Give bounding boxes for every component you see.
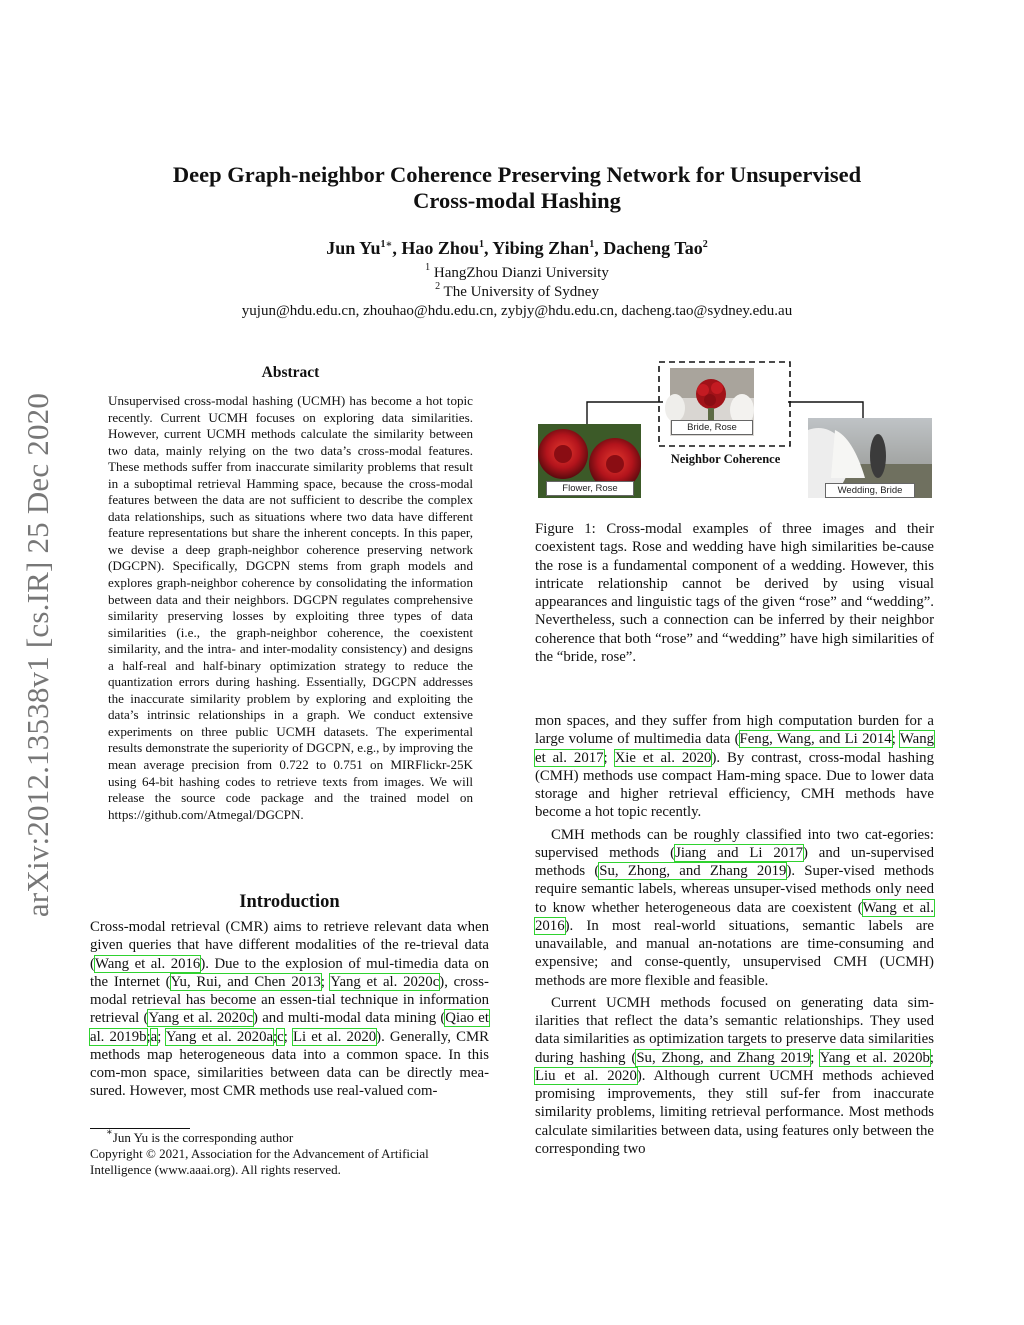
text-run: ; [929,1049,934,1066]
text-run: ; [146,1028,151,1045]
citation-link[interactable]: c [277,1028,284,1045]
text-run: ). Due to the explosion of mul-timedia data on the Internet ( [90,955,489,990]
citation-link[interactable]: Yang et al. 2020b [819,1049,930,1066]
tag-flower-rose: Flower, Rose [546,481,634,496]
text-run: CMH methods can be roughly classified into two cat-egories: supervised methods ( [535,826,934,861]
affiliation-name: HangZhou Dianzi University [433,265,609,281]
author-name: Dacheng Tao [603,238,703,258]
tag-wedding-bride: Wedding, Bride [825,483,915,498]
intro-paragraph-3 [535,994,934,1158]
citation-link[interactable]: Yu, Rui, and Chen 2013 [170,973,321,990]
text-run: ; [891,731,900,748]
text-run: ; [157,1028,166,1045]
citation-link[interactable]: Jiang and Li 2017 [675,844,803,861]
arxiv-stamp [8,365,68,945]
citation-link[interactable]: a [150,1028,158,1045]
citation-link[interactable]: Wang et al. 2016 [535,899,934,934]
intro-paragraph-2 [535,826,934,990]
author-list: Jun $Yu^{1∗}$, Hao Zhou$^1$, Yibing Zhan$^1$, Dacheng Tao$^2$ [326,238,708,258]
abstract-text: Unsupervised cross-modal hashing (UCMH) has become a hot topic recently. Current UCMH focuses on exploring data similarities. However, current UCMH methods calculate the similarity between two data, mainly relying on the two data’s cross-modal features. These methods suffer from inaccurate similarity problems that result in a suboptimal retrieval Hamming space, because the cross-modal features between the data are not sufficient to describe the complex data relationships, such as situations where two data have different feature representations but share the inherent concepts. In this paper, we devise a deep graph-neighbor coherence preserving network (DGCPN). Specifically, DGCPN stems from graph models and explores graph-neighbor coherence by consolidating the information between data and their neighbors. DGCPN regulates comprehensive similarity preserving losses by exploiting three types of data similarities (i.e., the graph-neighbor coherence, the coexistent similarity, and the intra- and inter-modality consistency) and designs a half-real and half-binary optimization strategy to reduce the quantization errors during hashing. Essentially, DGCPN addresses the inaccurate similarity problem by exploring and exploiting the data’s intrinsic relationships in a graph. We conduct extensive experiments on three public UCMH datasets. The experimental results demonstrate the superiority of DGCPN, e.g., by improving the mean average precision from 0.722 to 0.751 on MIRFlickr-25K using 64-bit hashing codes to retrieve texts from images. We will release the source code package and the trained model on https://github.com/Atmegal/DGCPN. [108,393,473,822]
author-mark: 1∗ [380,239,393,250]
author-name: Hao Zhou [401,238,479,258]
text-run: ), cross-modal retrieval has become an essen-tial technique in information retrieval ( [90,973,489,1027]
text-run: ; [603,749,615,766]
footnote-text: Jun Yu is the corresponding author [112,1130,294,1145]
text-run: ; [273,1028,278,1045]
author-mark: 1 [478,239,484,250]
citation-link[interactable]: Yang et al. 2020c [148,1010,254,1027]
citation-link[interactable]: Yang et al. 2020c [330,973,440,990]
affiliation-1 [120,264,914,283]
affiliation-mark: 2 [435,281,441,292]
figure-1-caption: Figure 1: Cross-modal examples of three images and their coexistent tags. Rose and wedding have high similarities be-cause the rose is a fundamental component of a wedding. However, this intricate relationship cannot be derived by using visual appearances and linguistic tags of the given “rose” and “wedding”. Nevertheless, such a connection can be inferred by their neighbor coherence that both “rose” and “wedding” have high similarities of the “bride, rose”. [535,521,934,665]
footnote-mark: ∗ [106,1127,113,1138]
tag-bride-rose: Bride, Rose [671,420,753,435]
citation-link[interactable]: Yang et al. 2020a [165,1028,274,1045]
right-column-body [535,712,934,1158]
text-run: ; [283,1028,293,1045]
author-emails: yujun@hdu.edu.cn, zhouhao@hdu.edu.cn, zybjy@hdu.edu.cn, dacheng.tao@sydney.edu.au [241,303,793,319]
citation-link[interactable]: Xie et al. 2020 [614,749,712,766]
citation-link[interactable]: Su, Zhong, and Zhang 2019 [636,1049,811,1066]
neighbor-coherence-label: Neighbor Coherence [670,452,781,466]
text-run: mon spaces, and they suffer from high computation burden for a large volume of multimedia data ( [535,713,934,748]
citation-link[interactable]: Feng, Wang, and Li 2014 [739,731,892,748]
connector-right [788,402,863,420]
affiliation-name: The University of Sydney [443,284,599,300]
citation-link[interactable]: Wang et al. 2016 [94,955,201,972]
citation-link[interactable]: Wang et al. 2017 [535,731,934,766]
citation-link[interactable]: Liu et al. 2020 [535,1067,637,1084]
footnote [90,1127,489,1146]
introduction-heading: Introduction [239,892,340,912]
text-run: ; [320,973,331,990]
author-mark: 1 [589,239,595,250]
footnote-rule [90,1128,190,1129]
intro-paragraph-1 [90,918,489,1101]
connector-left [587,402,663,424]
text-run: ) and multi-modal data mining ( [253,1010,446,1027]
arxiv-stamp-text: arXiv:2012.13538v1 [cs.IR] 25 Dec 2020 [20,392,55,918]
text-run: Cross-modal retrieval (CMR) aims to retrieve relevant data when given queries that have different modalities of the re-trieval data ( [90,919,489,972]
affiliation-mark: 1 [425,262,431,273]
intro-paragraph-1-continued [535,712,934,822]
citation-link[interactable]: Li et al. 2020 [292,1028,377,1045]
abstract-heading: Abstract [261,364,320,381]
author-name: Jun Yu [326,238,381,258]
paper-title [120,162,914,214]
text-run: ). Generally, CMR methods map heterogeneous data into a common space. In this com-mon space, similarities between data can be directly mea-sured. However, most CMR methods use real-valued com- [90,1028,489,1100]
text-run: ). Although current UCMH methods achieved promising improvements, they still suf-fer from inaccurate similarity problems, limiting retrieval performance. Most methods calculate similarities between data, using features only between the corresponding two [535,1067,934,1157]
title-line-1: Deep Graph-neighbor Coherence Preserving Network for Unsupervised [172,162,862,187]
affiliation-2 [120,283,914,302]
author-name: Yibing Zhan [492,238,590,258]
text-run: ). In most real-world situations, semantic labels are unavailable, and manual an-notations are time-consuming and expensive; and conse-quently, unsupervised CMH (UCMH) methods are more flexible and feasible. [535,917,934,989]
title-line-2: Cross-modal Hashing [413,188,621,213]
text-run: ) and un-supervised methods ( [535,844,934,879]
text-run: ). Super-vised methods require semantic labels, whereas unsuper-vised methods only need to know whether heterogeneous data are coexistent ( [535,863,934,916]
figure-1 [535,360,935,510]
copyright-notice: Copyright © 2021, Association for the Advancement of Artificial Intelligence (www.aaai.org). All rights reserved. [90,1146,429,1177]
citation-link[interactable]: Qiao et al. 2019b [90,1010,489,1045]
text-run: ). By contrast, cross-modal hashing (CMH) methods use compact Ham-ming space. Due to lower data storage and higher retrieval efficiency, CMH methods have become a hot topic recently. [535,749,934,821]
text-run: Current UCMH methods focused on generating data sim-ilarities that reflect the data’s semantic relationships. They used data similarities as optimization targets to preserve data similarities during hashing ( [535,994,934,1066]
text-run: ; [810,1049,820,1066]
author-mark: 2 [702,239,708,250]
citation-link[interactable]: Su, Zhong, and Zhang 2019 [599,863,787,879]
